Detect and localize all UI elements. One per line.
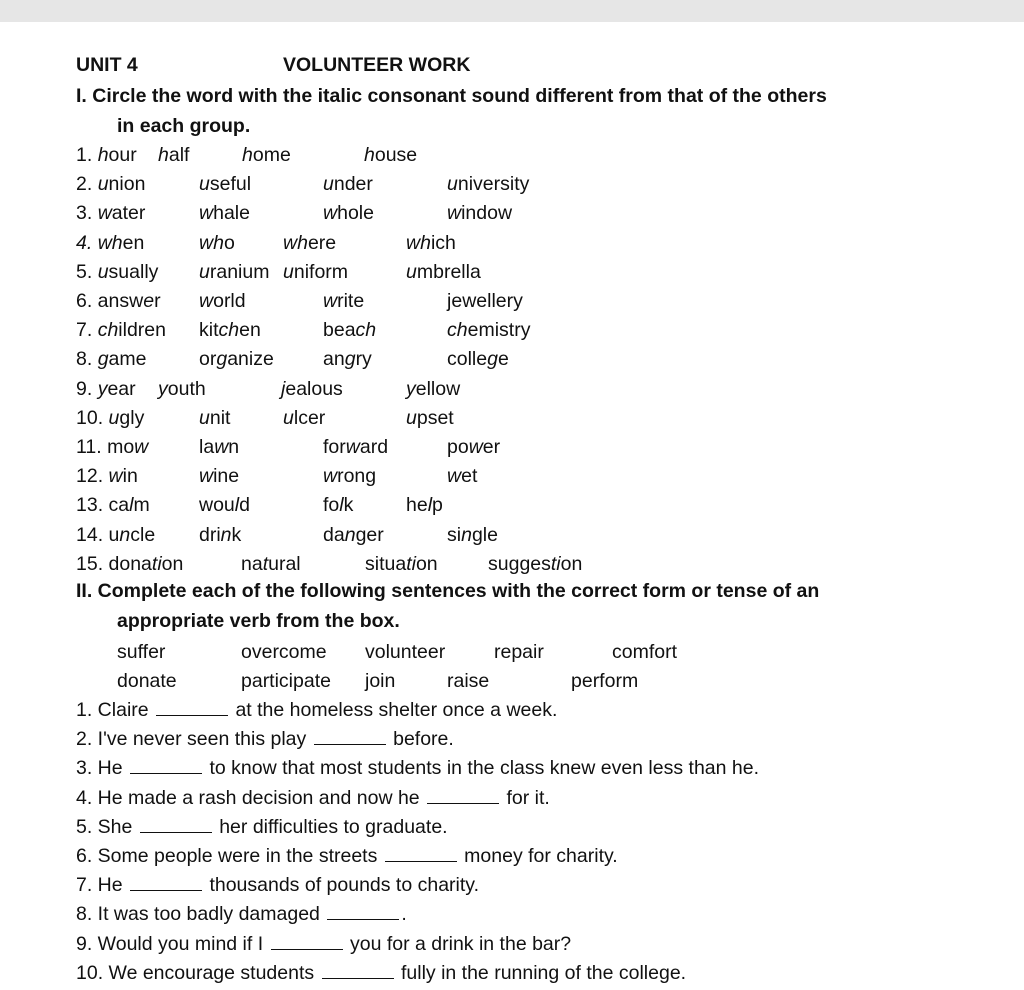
- italic-letters: w: [199, 465, 214, 488]
- word-part: fo: [323, 494, 340, 517]
- verb-option: raise: [447, 670, 490, 692]
- group-word: [241, 552, 301, 576]
- verb-option: volunteer: [365, 641, 446, 663]
- word-part: nder: [333, 173, 373, 196]
- word-part: on: [161, 552, 184, 575]
- word-part: 1.: [76, 144, 98, 166]
- verb-option: suffer: [117, 641, 166, 663]
- italic-letters: t: [262, 552, 269, 575]
- italic-letters: g: [97, 348, 109, 371]
- group-word: [323, 523, 384, 547]
- word-part: anize: [227, 348, 274, 371]
- word-part: ellow: [415, 377, 461, 400]
- word-part: sually: [108, 260, 159, 283]
- italic-letters: u: [283, 260, 294, 283]
- italic-letters: g: [216, 348, 228, 371]
- verb-option: overcome: [241, 641, 327, 663]
- group-word: [76, 260, 158, 284]
- word-part: indow: [461, 202, 513, 225]
- sentence-end: you for a drink in the bar?: [344, 932, 572, 955]
- group-word: [76, 493, 150, 517]
- group-word: [323, 347, 372, 371]
- sentence-end: thousands of pounds to charity.: [204, 874, 480, 897]
- italic-letters: y: [97, 377, 108, 400]
- word-part: ry: [355, 348, 372, 371]
- word-part: r: [154, 290, 161, 312]
- word-part: en: [239, 319, 261, 342]
- word-part: pset: [416, 406, 454, 429]
- word-part: in: [122, 465, 138, 488]
- italic-letters: ch: [97, 319, 119, 342]
- group-word: [199, 260, 269, 284]
- italic-letters: l: [129, 494, 134, 517]
- italic-letters: w: [447, 465, 462, 488]
- word-part: on: [560, 552, 583, 575]
- italic-letters: g: [487, 348, 498, 371]
- italic-letters: y: [158, 377, 168, 400]
- italic-letters: wh: [199, 231, 224, 254]
- group-word: [447, 464, 477, 488]
- word-part: colle: [447, 348, 488, 371]
- word-part: ere: [307, 231, 337, 254]
- group-word: [76, 435, 148, 459]
- italic-letters: l: [427, 494, 433, 517]
- answer-blank[interactable]: [327, 902, 399, 920]
- sentence-end: money for charity.: [458, 845, 618, 867]
- italic-letters: u: [447, 173, 458, 196]
- word-part: situa: [365, 552, 407, 575]
- sentence-end: before.: [387, 728, 454, 751]
- group-word: [199, 464, 239, 488]
- italic-letters: w: [323, 290, 338, 312]
- italic-letters: u: [406, 406, 417, 429]
- group-word: [199, 347, 274, 371]
- italic-letters: u: [199, 406, 210, 429]
- word-part: lcer: [293, 406, 326, 429]
- group-word: [283, 231, 336, 255]
- group-word: [406, 260, 481, 284]
- group-word: [199, 318, 261, 342]
- verb-option: perform: [571, 670, 639, 692]
- sentence-end: at the homeless shelter once a week.: [230, 699, 558, 721]
- page-title: VOLUNTEER WORK: [283, 54, 471, 76]
- italic-letters: u: [108, 406, 120, 429]
- italic-letters: n: [344, 523, 356, 546]
- sentence-item: [76, 756, 759, 780]
- sentence-item: [76, 961, 686, 985]
- answer-blank[interactable]: [130, 756, 202, 774]
- word-part: hale: [213, 202, 250, 225]
- italic-letters: w: [323, 202, 338, 225]
- sentence-item: [76, 932, 571, 956]
- word-part: rite: [337, 290, 365, 312]
- word-part: 13. ca: [76, 494, 130, 517]
- italic-letters: h: [97, 144, 109, 166]
- group-word: [199, 231, 235, 255]
- answer-blank[interactable]: [130, 873, 202, 891]
- word-part: ranium: [209, 260, 270, 283]
- word-part: alf: [168, 144, 190, 166]
- verb-option: repair: [494, 641, 544, 663]
- italic-letters: w: [108, 465, 123, 488]
- sentence-start: 6. Some people were in the streets: [76, 845, 383, 867]
- group-word: [406, 406, 454, 430]
- section1-heading-cont: in each group.: [117, 115, 251, 137]
- group-word: [199, 523, 241, 547]
- group-word: [199, 172, 251, 196]
- word-part: ine: [213, 465, 240, 488]
- word-part: an: [323, 348, 345, 371]
- verb-option: participate: [241, 670, 331, 692]
- sentence-start: 1. Claire: [76, 699, 155, 721]
- word-part: 14. u: [76, 523, 120, 546]
- word-part: 11. mo: [76, 436, 135, 458]
- italic-letters: ch: [447, 319, 468, 342]
- word-part: k: [343, 494, 354, 517]
- group-word: [323, 172, 373, 196]
- group-word: [406, 493, 443, 517]
- word-part: wellery: [462, 290, 523, 312]
- word-part: ich: [430, 231, 456, 254]
- group-word: [242, 143, 291, 167]
- word-part: 8.: [76, 348, 98, 371]
- sentence-item: [76, 873, 479, 897]
- answer-blank[interactable]: [385, 844, 457, 862]
- word-part: 3.: [76, 202, 98, 225]
- italic-letters: u: [97, 173, 109, 196]
- italic-letters: n: [119, 523, 131, 546]
- word-part: sugges: [488, 552, 551, 575]
- sentence-start: 3. He: [76, 757, 129, 780]
- word-part: 5.: [76, 260, 98, 283]
- group-word: [323, 464, 376, 488]
- italic-letters: w: [199, 290, 214, 312]
- answer-blank[interactable]: [156, 698, 228, 716]
- group-word: [283, 406, 325, 430]
- group-word: [323, 318, 376, 342]
- answer-blank[interactable]: [271, 932, 343, 950]
- word-part: niversity: [457, 173, 530, 196]
- word-part: 6. answ: [76, 290, 144, 312]
- word-part: emistry: [467, 319, 531, 342]
- italic-letters: n: [220, 523, 232, 546]
- word-part: he: [406, 494, 428, 517]
- word-part: niform: [293, 260, 349, 283]
- sentence-start: 8. It was too badly damaged: [76, 903, 326, 926]
- group-word: [76, 289, 161, 313]
- word-part: dri: [199, 523, 221, 546]
- group-word: [76, 347, 146, 371]
- verb-option: donate: [117, 670, 177, 692]
- word-part: 15. dona: [76, 552, 152, 575]
- word-part: d: [239, 494, 250, 517]
- word-part: wou: [199, 494, 235, 517]
- group-word: [76, 377, 136, 401]
- group-word: [199, 435, 239, 459]
- italic-letters: wh: [283, 231, 308, 254]
- section1-heading: I. Circle the word with the italic consonant sound different from that of the others: [76, 85, 827, 107]
- italic-letters: u: [283, 406, 294, 429]
- italic-letters: e: [143, 290, 155, 312]
- italic-letters: w: [468, 436, 483, 458]
- italic-letters: ti: [151, 552, 162, 575]
- group-word: [365, 552, 438, 576]
- italic-letters: h: [242, 144, 253, 166]
- word-part: rong: [337, 465, 377, 488]
- word-part: en: [122, 231, 145, 254]
- group-word: [76, 143, 137, 167]
- word-part: m: [133, 494, 150, 517]
- sentence-start: 4. He made a rash decision and now he: [76, 786, 426, 809]
- word-part: p: [432, 494, 443, 517]
- italic-letters: h: [364, 144, 375, 166]
- word-part: ame: [108, 348, 147, 371]
- italic-letters: ti: [550, 552, 561, 575]
- italic-letters: g: [344, 348, 356, 371]
- group-word: [447, 289, 523, 313]
- word-part: da: [323, 523, 345, 546]
- italic-letters: w: [97, 202, 112, 225]
- word-part: ouse: [374, 144, 418, 166]
- italic-letters: l: [234, 494, 240, 517]
- section2-heading-cont: appropriate verb from the box.: [117, 610, 400, 632]
- group-word: [447, 318, 530, 342]
- word-part: orld: [213, 290, 246, 312]
- group-word: [447, 435, 500, 459]
- word-part: ildren: [118, 319, 166, 342]
- word-part: outh: [167, 377, 206, 400]
- word-part: 7.: [76, 319, 98, 342]
- word-part: er: [482, 436, 501, 458]
- sentence-end: her difficulties to graduate.: [213, 815, 448, 838]
- group-word: [199, 201, 250, 225]
- italic-letters: w: [199, 202, 214, 225]
- word-part: la: [199, 436, 215, 458]
- word-part: bea: [323, 319, 356, 342]
- word-part: ear: [107, 377, 136, 400]
- group-word: [199, 493, 250, 517]
- word-part: e: [497, 348, 509, 371]
- word-part: ealous: [285, 377, 343, 400]
- word-part: gle: [471, 523, 498, 546]
- group-word: [406, 377, 460, 401]
- sentence-end: for it.: [501, 786, 550, 809]
- italic-letters: j: [281, 377, 286, 400]
- word-part: or: [199, 348, 217, 371]
- word-part: ome: [252, 144, 291, 166]
- group-word: [406, 231, 456, 255]
- sentence-start: 7. He: [76, 874, 129, 897]
- group-word: [323, 289, 364, 313]
- italic-letters: n: [461, 523, 472, 546]
- word-part: seful: [209, 173, 252, 196]
- word-part: gly: [119, 406, 145, 429]
- italic-letters: w: [134, 436, 149, 458]
- answer-blank[interactable]: [140, 815, 212, 833]
- word-part: si: [447, 523, 462, 546]
- group-word: [447, 172, 529, 196]
- answer-blank[interactable]: [314, 727, 386, 745]
- word-part: o: [223, 231, 235, 254]
- sentence-item: [76, 815, 448, 839]
- sentence-item: [76, 844, 618, 868]
- italic-letters: u: [323, 173, 334, 196]
- group-word: [447, 523, 498, 547]
- word-part: nit: [209, 406, 231, 429]
- italic-letters: wh: [97, 231, 123, 254]
- sentence-end: fully in the running of the college.: [395, 961, 687, 984]
- italic-letters: h: [158, 144, 169, 166]
- group-word: [76, 464, 138, 488]
- group-word: [323, 493, 353, 517]
- word-part: je: [447, 290, 463, 312]
- italic-letters: ch: [355, 319, 377, 342]
- italic-letters: w: [214, 436, 229, 458]
- italic-letters: w: [323, 465, 338, 488]
- sentence-item: [76, 786, 550, 810]
- italic-letters: y: [406, 377, 416, 400]
- word-part: 10.: [76, 406, 109, 429]
- word-part: 9.: [76, 377, 98, 400]
- unit-label: UNIT 4: [76, 54, 138, 76]
- italic-letters: u: [199, 260, 210, 283]
- group-word: [488, 552, 582, 576]
- italic-letters: 4.: [76, 231, 98, 254]
- sentence-item: [76, 727, 454, 751]
- italic-letters: w: [345, 436, 360, 458]
- word-part: 2.: [76, 173, 98, 196]
- sentence-start: 10. We encourage students: [76, 961, 320, 984]
- italic-letters: u: [406, 260, 417, 283]
- group-word: [158, 377, 206, 401]
- word-part: na: [241, 552, 263, 575]
- group-word: [199, 406, 230, 430]
- group-word: [199, 289, 246, 313]
- word-part: our: [108, 144, 137, 166]
- group-word: [158, 143, 189, 167]
- word-part: 12.: [76, 465, 109, 488]
- sentence-end: .: [401, 903, 407, 926]
- sentence-start: 9. Would you mind if I: [76, 932, 269, 955]
- italic-letters: l: [339, 494, 344, 517]
- group-word: [447, 347, 509, 371]
- group-word: [323, 201, 374, 225]
- group-word: [364, 143, 417, 167]
- sentence-item: [76, 902, 407, 926]
- word-part: ger: [355, 523, 384, 546]
- group-word: [283, 260, 348, 284]
- word-part: hole: [337, 202, 374, 225]
- group-word: [76, 201, 145, 225]
- word-part: n: [228, 436, 240, 458]
- answer-blank[interactable]: [427, 786, 499, 804]
- group-word: [323, 435, 388, 459]
- group-word: [76, 406, 144, 430]
- group-word: [447, 201, 512, 225]
- word-part: et: [461, 465, 478, 488]
- answer-blank[interactable]: [322, 961, 394, 979]
- word-part: on: [415, 552, 438, 575]
- group-word: [76, 523, 155, 547]
- word-part: k: [231, 523, 242, 546]
- word-part: ard: [359, 436, 389, 458]
- sentence-start: 5. She: [76, 815, 138, 838]
- sentence-start: 2. I've never seen this play: [76, 728, 312, 751]
- word-part: po: [447, 436, 469, 458]
- verb-option: comfort: [612, 641, 678, 663]
- group-word: [76, 552, 183, 576]
- italic-letters: u: [199, 173, 210, 196]
- word-part: for: [323, 436, 346, 458]
- word-part: ural: [268, 552, 301, 575]
- group-word: [76, 318, 166, 342]
- sentence-item: [76, 698, 557, 722]
- italic-letters: wh: [406, 231, 431, 254]
- word-part: cle: [130, 523, 156, 546]
- section2-heading: II. Complete each of the following sentences with the correct form or tense of an: [76, 580, 820, 602]
- word-part: nion: [108, 173, 146, 196]
- group-word: [76, 231, 144, 255]
- group-word: [281, 377, 343, 401]
- verb-option: join: [365, 670, 396, 692]
- word-part: ater: [111, 202, 146, 225]
- group-word: [76, 172, 145, 196]
- italic-letters: w: [447, 202, 462, 225]
- word-part: kit: [199, 319, 219, 342]
- sentence-end: to know that most students in the class knew even less than he.: [204, 757, 760, 780]
- italic-letters: u: [97, 260, 109, 283]
- italic-letters: ti: [406, 552, 416, 575]
- italic-letters: ch: [218, 319, 240, 342]
- word-part: mbrella: [416, 260, 481, 283]
